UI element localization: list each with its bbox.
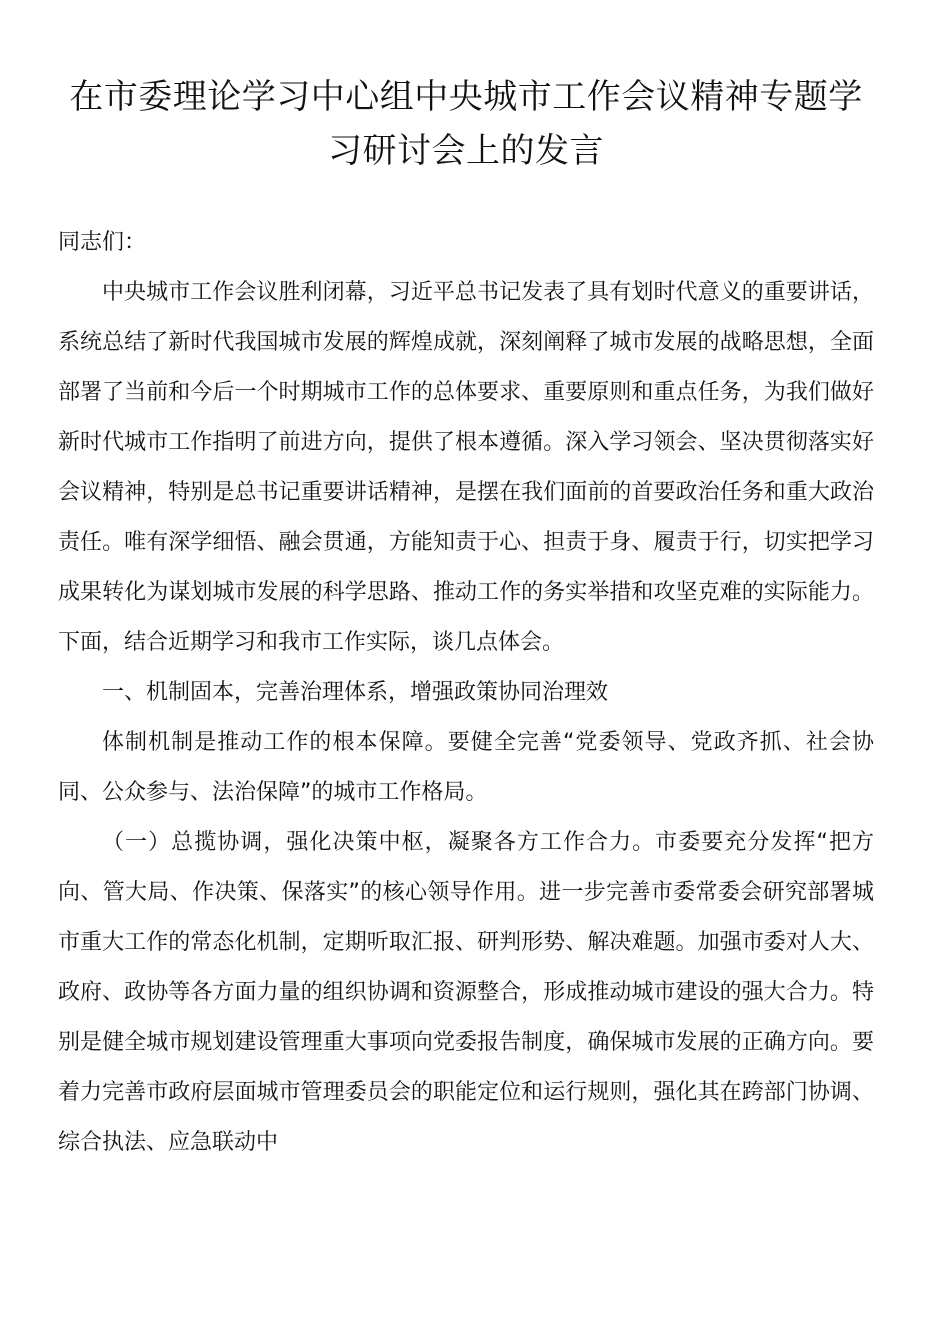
document-body: [58, 218, 874, 1168]
section-heading: 一、机制固本，完善治理体系，增强政策协同治理效: [102, 680, 609, 705]
intro-paragraph: 中央城市工作会议胜利闭幕，习近平总书记发表了具有划时代意义的重要讲话，系统总结了新时代我国城市发展的辉煌成就，深刻阐释了城市发展的战略思想，全面部署了当前和今后一个时期城市工作的总体要求、重要原则和重点任务，为我们做好新时代城市工作指明了前进方向，提供了根本遵循。深入学习领会、坚决贯彻落实好会议精神，特别是总书记重要讲话精神，是摆在我们面前的首要政治任务和重大政治责任。唯有深学细悟、融会贯通，方能知责于心、担责于身、履责于行，切实把学习成果转化为谋划城市发展的科学思路、推动工作的务实举措和攻坚克难的实际能力。下面，结合近期学习和我市工作实际，谈几点体会。: [58, 280, 874, 655]
section-paragraph-2: （一）总揽协调，强化决策中枢，凝聚各方工作合力。市委要充分发挥“把方向、管大局、作决策、保落实”的核心领导作用。进一步完善市委常委会研究部署城市重大工作的常态化机制，定期听取汇报、研判形势、解决难题。加强市委对人大、政府、政协等各方面力量的组织协调和资源整合，形成推动城市建设的强大合力。特别是健全城市规划建设管理重大事项向党委报告制度，确保城市发展的正确方向。要着力完善市政府层面城市管理委员会的职能定位和运行规则，强化其在跨部门协调、综合执法、应急联动中: [58, 830, 874, 1155]
title-line-1: 在市委理论学习中心组中央城市工作会议精神专题学: [69, 77, 863, 117]
title-line-2: 习研讨会上的发言: [328, 131, 604, 171]
document-title: [58, 70, 874, 178]
section-paragraph-1: 体制机制是推动工作的根本保障。要健全完善“党委领导、党政齐抓、社会协同、公众参与、法治保障”的城市工作格局。: [58, 730, 874, 805]
salutation: 同志们：: [58, 230, 147, 255]
